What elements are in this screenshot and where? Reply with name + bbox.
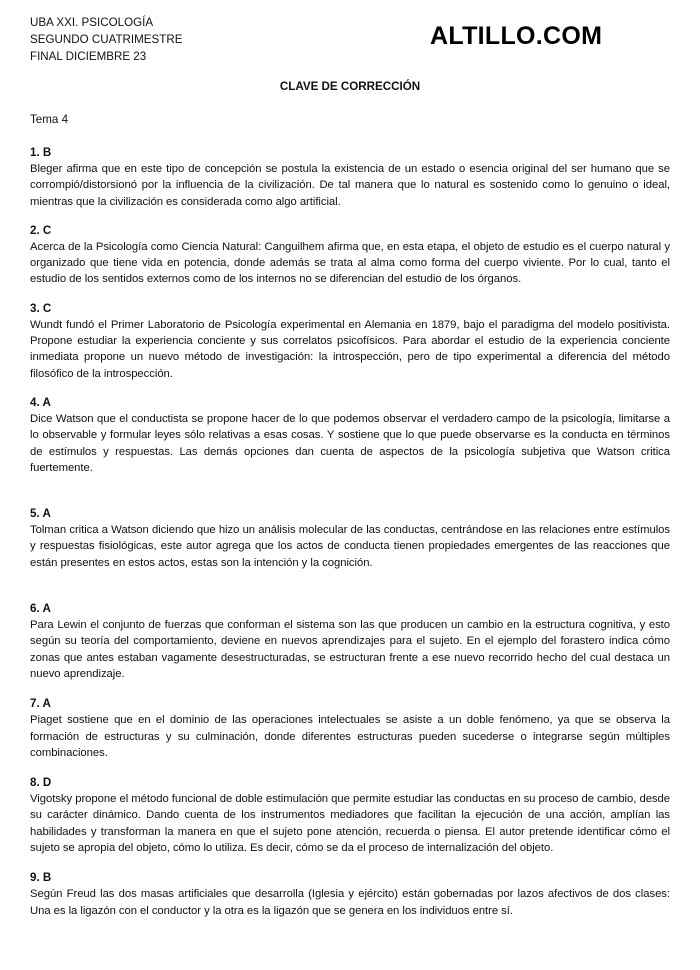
answer-key: 3. C (30, 301, 52, 315)
answer-item (30, 775, 670, 856)
header-institution: UBA XXI. PSICOLOGÍA (30, 16, 154, 29)
header-exam: FINAL DICIEMBRE 23 (30, 50, 147, 63)
answer-key: 9. B (30, 871, 52, 885)
answer-item (30, 395, 670, 476)
answer-item (30, 145, 670, 210)
answer-explanation: Para Lewin el conjunto de fuerzas que conforman el sistema son las que producen un cambio en la estructura cognitiva, y esto según su teoría del comportamiento, deviene en nuevos aprendizajes para el sujeto. En el ejemplo del forastero indica cómo zonas que antes estaban vagamente desestructuradas, se estructuran frente a ese nuevo recorrido hecho del cual destaca un nuevo aprendizaje. (30, 619, 670, 680)
document-header (30, 14, 182, 65)
answer-key: 8. D (30, 776, 52, 790)
answer-explanation: Según Freud las dos masas artificiales que desarrolla (Iglesia y ejército) están gobernadas por lazos afectivos de dos clases: Una es la ligazón con el conductor y la otra es la ligazón que se genera en los individuos entre sí. (30, 888, 670, 917)
answer-key: 7. A (30, 697, 51, 711)
answer-explanation: Vigotsky propone el método funcional de doble estimulación que permite estudiar las conductas en su proceso de cambio, desde su carácter dinámico. Dando cuenta de los instrumentos mediadores que facilitan la ejecución de una acción, amplían las habilidades y transforman la manera en que el sujeto pone atención, recuerda o piensa. El autor pretende identificar cómo el sujeto se apropia del objeto, cómo lo utiliza. Es decir, cómo se da el proceso de internalización del objeto. (30, 793, 670, 855)
answer-explanation: Dice Watson que el conductista se propone hacer de lo que podemos observar el verdadero campo de la psicología, limitarse a lo observable y formular leyes sólo relativas a esas cosas. Y sostiene que lo que puede observarse es la conducta en términos de estímulos y respuestas. Las demás opciones dan cuenta de aspectos de la psicología subjetiva que Watson critica fuertemente. (30, 412, 670, 474)
answer-item (30, 223, 670, 288)
answer-item (30, 601, 670, 682)
header-term: SEGUNDO CUATRIMESTRE (30, 33, 183, 46)
answer-key: 6. A (30, 602, 51, 616)
answer-explanation: Piaget sostiene que en el dominio de las operaciones intelectuales se asiste a un doble fenómeno, ya que se observa la formación de estructuras y su culminación, donde diferentes estructuras pueden sucederse o integrarse según múltiples combinaciones. (30, 714, 670, 759)
answer-key: 2. C (30, 223, 52, 237)
exam-version: Tema 4 (30, 113, 69, 126)
answer-item (30, 301, 670, 382)
answer-item (30, 870, 670, 919)
answer-list (30, 145, 670, 919)
answer-key: 5. A (30, 507, 51, 521)
answer-explanation: Acerca de la Psicología como Ciencia Natural: Canguilhem afirma que, en esta etapa, el objeto de estudio es el cuerpo natural y organizado que tiene vida en potencia, donde además se trata al alma como forma del cuerpo viviente. Por lo cual, tanto el estudio de los sentidos externos como de los internos no se diferencian del estudio de los órganos. (30, 240, 670, 286)
answer-item (30, 696, 670, 761)
answer-item (30, 506, 670, 571)
answer-explanation: Bleger afirma que en este tipo de concepción se postula la existencia de un estado o esencia original del ser humano que se corrompió/distorsionó por la influencia de la civilización. De tal manera que lo natural es sostenido como lo genuino o ideal, mientras que la civilización es considerada como algo artificial. (30, 163, 670, 208)
answer-key: 1. B (30, 146, 52, 159)
page-title: CLAVE DE CORRECCIÓN (279, 80, 421, 93)
answer-explanation: Wundt fundó el Primer Laboratorio de Psicología experimental en Alemania en 1879, bajo el paradigma del modelo positivista. Propone estudiar la experiencia conciente y sus correlatos psicofísicos. Para abordar el estudio de la experiencia conciente inmediata propone un nuevo método de investigación: la introspección, pero de tipo experimental a diferencia del método filosófico de la introspección. (30, 318, 670, 380)
site-logo: ALTILLO.COM (430, 22, 603, 50)
answer-key: 4. A (30, 395, 51, 409)
answer-explanation: Tolman critica a Watson diciendo que hizo un análisis molecular de las conductas, centrándose en las relaciones entre estímulos y respuestas fisiológicas, este autor agrega que los actos de conducta tienen propiedades emergentes de las reacciones que están presentes en estos actos, estas son la intención y la cognición. (30, 524, 670, 569)
